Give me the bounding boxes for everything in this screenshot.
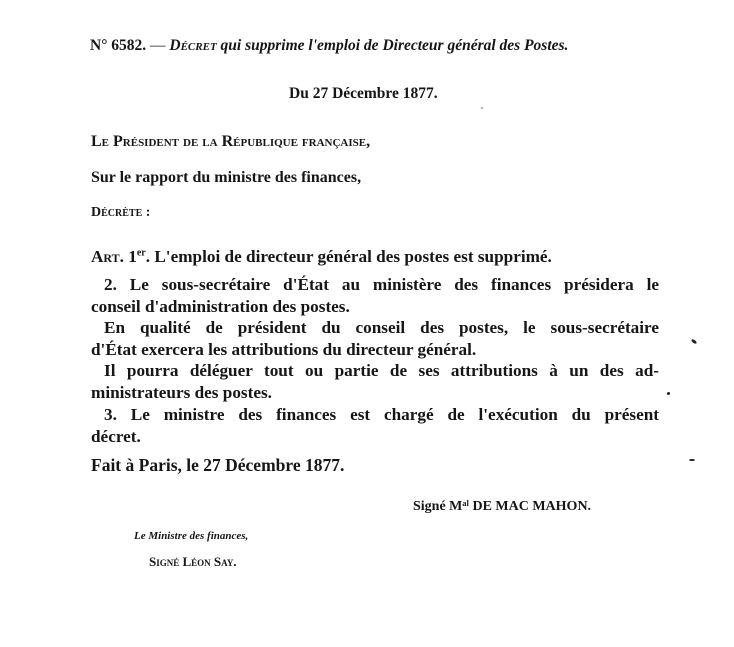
fait-line: Fait à Paris, le 27 Décembre 1877. — [91, 455, 345, 475]
article-2-line-4: d'État exercera les attributions du directeur général. — [91, 340, 477, 359]
article-3-line-1: 3. Le ministre des finances est chargé de l'exécution du présent — [104, 405, 659, 424]
article-3-line-2: décret. — [91, 427, 141, 446]
article-1-sup: er — [136, 247, 146, 259]
president-line: Le Président de la République française, — [91, 133, 371, 150]
article-2-line-1: 2. Le sous-secrétaire d'État au ministère des finances présidera le — [104, 275, 659, 294]
margin-speck — [691, 339, 698, 345]
margin-speck — [667, 392, 670, 395]
president-signature: Signé Mᵃˡ DE MAC MAHON. — [413, 499, 592, 514]
minister-signature: Signé Léon Say. — [149, 554, 237, 569]
article-2-line-3: En qualité de président du conseil des postes, le sous-secrétaire — [104, 318, 659, 337]
decree-header — [90, 38, 568, 54]
minister-label: Le Ministre des finances, — [134, 530, 249, 542]
article-1-label: Art. 1 — [91, 247, 137, 266]
decree-number: N° 6582. — [90, 37, 147, 54]
article-2-line-5: Il pourra déléguer tout ou partie de ses attributions à un des ad- — [104, 361, 659, 380]
article-1 — [91, 248, 552, 265]
article-2-line-6: ministrateurs des postes. — [91, 383, 272, 402]
article-1-text: . L'emploi de directeur général des postes est supprimé. — [145, 247, 552, 266]
decree-title-caps: Décret — [169, 37, 217, 54]
rapport-line: Sur le rapport du ministre des finances, — [91, 169, 362, 186]
decree-title: qui supprime l'emploi de Directeur général des Postes. — [216, 37, 569, 54]
decree-date: Du 27 Décembre 1877. — [289, 85, 438, 102]
header-dash: — — [146, 37, 170, 54]
article-2-line-2: conseil d'administration des postes. — [91, 297, 350, 316]
margin-speck — [689, 459, 695, 461]
margin-speck — [481, 107, 483, 109]
decrete-line: Décrète : — [91, 205, 151, 220]
